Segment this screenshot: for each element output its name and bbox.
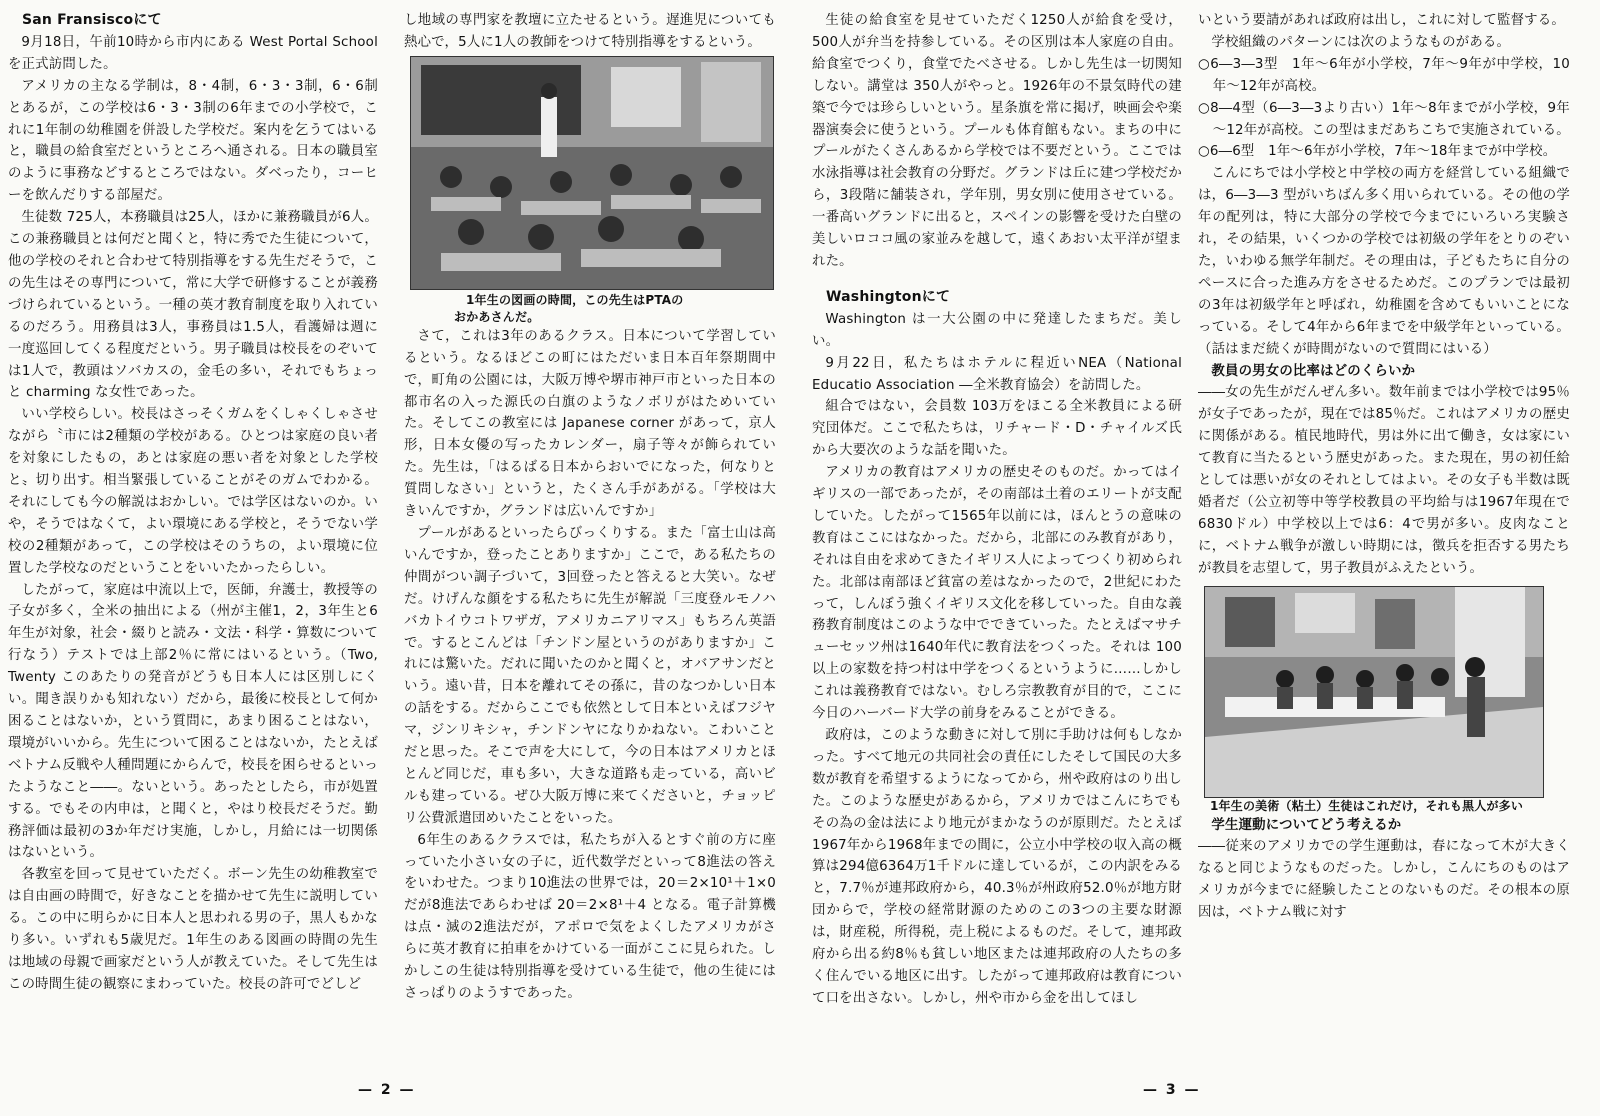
photo-caption-line-2: おかあさんだ。	[454, 309, 540, 324]
column-3	[812, 10, 1182, 1010]
paragraph: 9月22日，私たちはホテルに程近いNEA（National Educatio Association ―全米教育協会）を訪問した。	[812, 355, 1182, 393]
classroom-photo-image	[411, 57, 773, 289]
paragraph: 生徒の給食室を見せていただく1250人が給食を受け，500人が弁当を持参している。その区別は本人家庭の自由。給食室でつくり，食堂でたべさせる。しかし先生は一切関知しない。講堂は 350人がやっと。1926年の不景気時代の建築で今では珍らしいという。星条旗を常に掲げ，映画会や楽器演奏会に使うという。プールも体育館もない。まちの中にプールがたくさんあるから学校では不要だという。ここでは水泳指導は社会教育の分野だ。グランドは丘に建つ学校だから，3段階に舗装され，学年別，男女別に使用させている。一番高いグランドに出ると，スペインの影響を受けた白壁の美しいロココ風の家並みを越して，遠くあおい太平洋が望まれた。	[812, 13, 1182, 269]
paragraph: したがって，家庭は中流以上で，医師，弁護士，教授等の子女が多く，全米の抽出による（州が主催1，2，3年生と6年生が対象，社会・綴りと読み・文法・科学・算数について行なう）テストでは上部2％に常にはいるという。（Two, Twenty このあたりの発音がどうも日本人には区別しにくい。聞き誤りかも知れない）だから，最後に校長として何か困ることはないか，という質問に，あまり困ることはない，環境がいいから。先生について困ることはないか，たとえばベトナム反戦や人種問題にからんで，校長を困らせるといったようなこと――。ないという。あったとしたら，市が処置する。でもその内申は，と聞くと，やはり校長だそうだ。勤務評価は最初の3か年だけ実施，しかし，月給には一切関係はないという。	[8, 582, 378, 861]
list-item: ○6―6型 1年～6年が小学校，7年～18年までが中学校。	[1198, 144, 1557, 160]
paragraph: さて，これは3年のあるクラス。日本について学習しているという。なるほどこの町にはただいま日本百年祭期間中で，町角の公園には，大阪万博や堺市神戸市といった日本の都市名の入った源氏の白旗のようなノボリがはためいていた。そしてこの教室には Japanese corner があって，京人形，日本女優の写ったカレンダー，扇子等々が飾られていた。先生は，「はるばる日本からおいでになった，何なりと質問しなさい」というと，たくさん手があがる。「学校は大きいんですか，グランドは広いんですか」	[404, 328, 776, 520]
classroom-photo	[410, 56, 774, 290]
paragraph: Washington は一大公園の中に発達したまちだ。美しい。	[812, 311, 1182, 349]
paragraph: こんにちでは小学校と中学校の両方を経営している組織では，6―3―3 型がいちばん多く用いられている。その他の学年の配列は，特に大部分の学校で今までにいろいろ実験され，その結果，いくつかの学校では初級の学年をとりのぞいた，いわゆる無学年制だ。その理由は，子どもたちに自分のペースに合った進み方をさせるためだ。このプランでは最初の3年は初級学年と呼ばれ，幼稚園を含めてもいいことになっている。そして4年から6年までを中級学年といっている。（話はまだ続くが時間がないので質問にはいる）	[1198, 166, 1570, 357]
page-number-right: — 3 —	[1143, 1082, 1201, 1098]
paragraph: 政府は，このような動きに対して別に手助けは何もしなかった。すべて地元の共同社会の責任にしたそして国民の大多数が教育を希望するようになってから，州や政府はのり出した。このような歴史があるから，アメリカではこんにちでもその為の金は法により地元がまかなうのが原則だ。たとえば1967年から1968年までの間に，公立小中学校の収入高の概算は294億6364万1千ドルに達しているが，この内訳をみると，7.7％が連邦政府から，40.3％が州政府52.0％が地方財団からで，学校の経常財源のためのこの3つの主要な財源は，財産税，所得税，売上税によるものだ。そして，連邦政府から出る約8％も貧しい地区または連邦政府の人たちの多く住んでいる地区に出す。したがって連邦政府は教育について口を出さない。しかし，州や市から金を出してほし	[812, 728, 1182, 1006]
list-item: ○8―4型（6―3―3より古い）1年～8年までが小学校，9年～12年が高校。この型はまだあちこちで実施されている。	[1198, 100, 1570, 138]
paragraph: アメリカの教育はアメリカの歴史そのものだ。かってはイギリスの一部であったが，その南部は土着のエリートが支配していた。したがって1565年以前には，ほんとうの意味の教育はここにはなかった。だから，北部にのみ教育があり，それは自由を求めてきたイギリス人によってつくり初められた。北部は南部ほど貧富の差はなかったので，2世紀にわたって，しんぼう強くイギリス文化を移していった。自由な義務教育制度はこのような中でできていった。たとえばマサチューセッツ州は1640年代に教育法をつくった。それは 100以上の家数を持つ村は中学をつくるというように……しかしこれは義務教育ではない。むしろ宗教教育が目的で，ここに今日のハーバード大学の前身をみることができる。	[812, 465, 1182, 722]
left-page	[0, 0, 790, 1116]
photo-caption: 1年生の美術（粘土）生徒はこれだけ，それも黒人が多い	[1210, 798, 1524, 813]
paragraph: プールがあるといったらびっくりする。また「富士山は高いんですか，登ったことありますか」ここで，ある私たちの仲間がつい調子づいて，3回登ったと答えると大笑い。なぜだ。けげんな顔をする私たちに先生が解説「三度登ルモノハバカトイウコトワザガ，アメリカニアリマス」もちろん英語で。するとこんどは「チンドン屋というのがありますか」これには驚いた。だれに聞いたのかと聞くと，オバアサンだという。遠い昔，日本を離れてその孫に，昔のなつかしい日本の話をする。だからここでも依然として日本といえばフジヤマ，ジンリキシャ，チンドンヤになりかねない。こわいことだと思った。そこで声を大にして，今の日本はアメリカとほとんど同じだ，車も多い，大きな道路も走っている，高いビルも建っている。ぜひ大阪万博に来てくださいと，チョッピリ公費派遣団めいたことをいった。	[404, 525, 776, 826]
paragraph: 9月18日，午前10時から市内にある West Portal School を正式訪問した。	[8, 34, 378, 72]
paragraph: アメリカの主なる学制は，8・4制，6・3・3制，6・6制とあるが，この学校は6・3・3制の6年までの小学校で，これに1年制の幼稚園を併設した学校だ。案内を乞うてはいると，職員の給食室だというところへ通される。日本の職員室のように事務などするところではない。ダベったり，コーヒーを飲んだりする部屋だ。	[8, 78, 378, 204]
paragraph: 6年生のあるクラスでは，私たちが入るとすぐ前の方に座っていた小さい女の子に，近代数学だといって8進法の答えをいわせた。つまり10進法の世界では，20＝2×10¹＋1×0 だが8進法であらわせば 20＝2×8¹＋4 となる。電子計算機は点・滅の2進法だが，アポロで気をよくしたアメリカがさらに英才教育に拍車をかけている一面がここに見られた。しかしこの生徒は特別指導を受けている生徒で，他の生徒にはさっぱりのようすであった。	[404, 832, 776, 1001]
paragraph: 学校組織のパターンには次のようなものがある。	[1211, 34, 1511, 50]
column-2	[404, 10, 776, 1005]
section-heading-washington: Washingtonにて	[826, 288, 951, 305]
paragraph: ――従来のアメリカでの学生運動は，春になって木が大きくなると同じようなものだった。しかし，こんにちのものはアメリカが今までに経験したことのないものだ。その根本の原因は，ベトナム戦に対す	[1198, 839, 1570, 921]
paragraph: ――女の先生がだんぜん多い。数年前までは小学校では95％が女子であったが，現在では85％だ。これはアメリカの歴史に関係がある。植民地時代，男は外に出て働き，女は家にいて教育に当たるという歴史があった。また現在，男の初任給としては悪いが女のそれとしてはよい。その女子も半数は既婚者だ（公立初等中等学校教員の平均給与は1967年現在で6830ドル）中学校以上では6：4で男が多い。皮肉なことに，ベトナム戦争が激しい時期には，徴兵を拒否する男たちが教員を志望して，男子教員がふえたという。	[1198, 385, 1570, 576]
paragraph: 各教室を回って見せていただく。ボーン先生の幼稚教室では自由画の時間で，好きなことを描かせて先生に説明している。この中に明らかに日本人と思われる男の子，黒人もかなり多い。いずれも5歳児だ。1年生のある図画の時間の先生は地域の母親で画家だという人が教えていた。そして先生はこの時間生徒の観察にまわっていた。校長の許可でどしど	[8, 867, 378, 992]
art-class-photo	[1204, 586, 1544, 798]
page-number-left: — 2 —	[358, 1082, 416, 1098]
section-heading-sanfrancisco: San Fransiscoにて	[22, 12, 162, 28]
photo-caption	[454, 292, 776, 326]
subheading-teacher-ratio: 教員の男女の比率はどのくらいか	[1211, 363, 1416, 379]
paragraph: 組合ではない，会員数 103万をほこる全米教員による研究団体だ。ここで私たちは，リチャード・D・チャイルズ氏から大要次のような話を聞いた。	[812, 399, 1182, 459]
paragraph: いい学校らしい。校長はさっそくガムをくしゃくしゃさせながら〝市には2種類の学校がある。ひとつは家庭の良い者を対象にしたもの，あとは家庭の悪い者を対象とした学校と〟切り出す。相当緊張していることがそのガムでわかる。それにしても今の解説はおかしい。では学区はないのか。いや，そうではなくて，よい環境にある学校と，そうでない学校の2種類があって，この学校はそのうちの，よい環境に位置した学校なのだということをいいたかったらしい。	[8, 407, 378, 576]
column-1	[8, 10, 378, 996]
right-page	[800, 0, 1600, 1116]
photo-caption-line-1: 1年生の図画の時間，この先生はPTAの	[466, 292, 684, 307]
list-item: ○6―3―3型 1年～6年が小学校，7年～9年が中学校，10年～12年が高校。	[1198, 56, 1570, 94]
paragraph: し地域の専門家を教壇に立たせるという。遅進児についても熱心で，5人に1人の教師をつけて特別指導をするという。	[404, 13, 776, 50]
paragraph: 生徒数 725人，本務職員は25人，ほかに兼務職員が6人。この兼務職員とは何だと聞くと，特に秀でた生徒について，他の学校のそれと合わせて特別指導をする先生だそうで，この先生はその専門について，常に大学で研修することが義務づけられているという。一種の英才教育制度を取り入れているのだろう。用務員は3人，事務員は1.5人，看護婦は週に一度巡回してくる程度だという。男子職員は校長をのぞいては1人で，教頭はソバカスの，金毛の多い，それでもちょっと charming な女性であった。	[8, 210, 378, 401]
paragraph: いという要請があれば政府は出し，これに対して監督する。	[1198, 13, 1565, 28]
art-class-photo-image	[1205, 587, 1543, 797]
column-4	[1198, 10, 1570, 924]
subheading-student-movement: 学生運動についてどう考えるか	[1211, 817, 1402, 833]
